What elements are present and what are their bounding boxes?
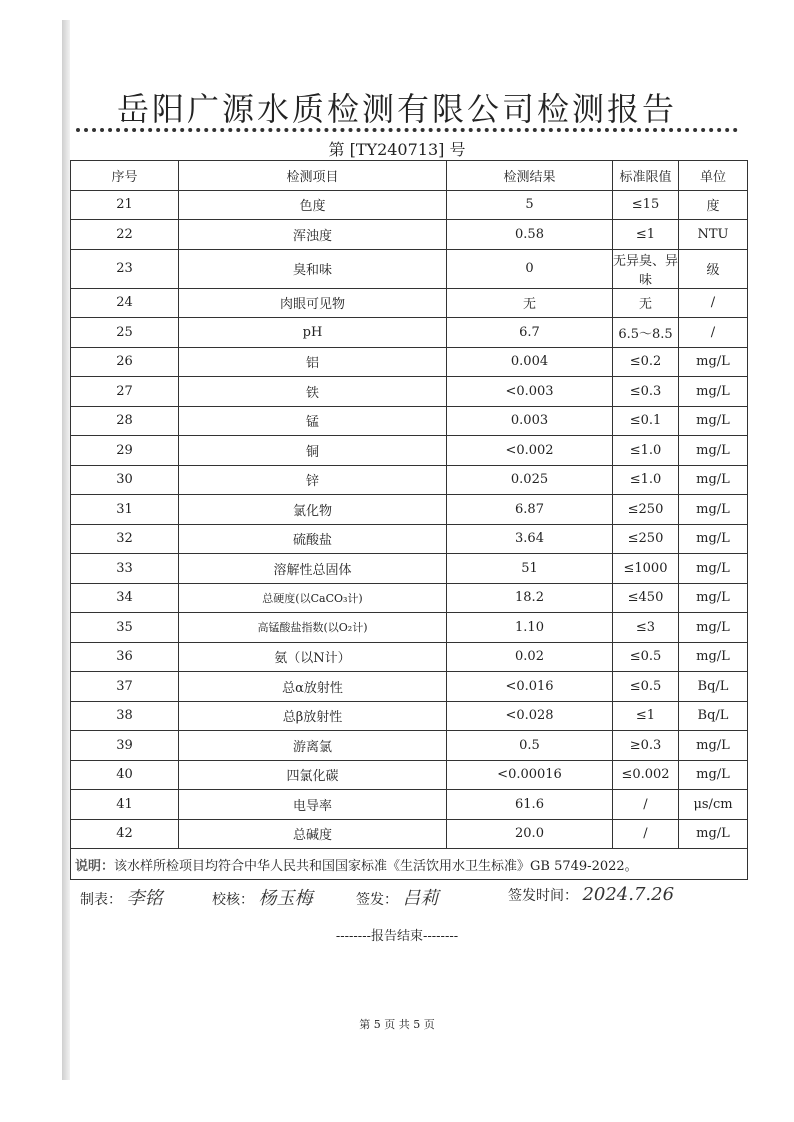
prepared-label: 制表： xyxy=(80,892,122,908)
table-row xyxy=(71,436,748,466)
cell-result: 无 xyxy=(447,288,613,318)
cell-no: 27 xyxy=(71,377,179,407)
scan-edge xyxy=(62,20,70,1080)
cell-limit: 6.5～8.5 xyxy=(613,318,679,348)
cell-no: 29 xyxy=(71,436,179,466)
cell-unit: mg/L xyxy=(679,436,748,466)
table-row xyxy=(71,465,748,495)
cell-result: 6.87 xyxy=(447,495,613,525)
checked-by xyxy=(212,884,312,910)
table-row xyxy=(71,819,748,849)
cell-no: 38 xyxy=(71,701,179,731)
note-cell xyxy=(71,849,748,880)
cell-no: 36 xyxy=(71,642,179,672)
cell-item: 四氯化碳 xyxy=(179,760,447,790)
cell-result: <0.00016 xyxy=(447,760,613,790)
cell-no: 39 xyxy=(71,731,179,761)
report-number: 第 [TY240713] 号 xyxy=(328,140,466,159)
note-text: 该水样所检项目均符合中华人民共和国国家标准《生活饮用水卫生标准》GB 5749-2022。 xyxy=(114,858,638,874)
cell-result: 0.004 xyxy=(447,347,613,377)
cell-item: 总硬度(以CaCO₃计) xyxy=(179,583,447,613)
cell-result: 0 xyxy=(447,249,613,288)
cell-no: 31 xyxy=(71,495,179,525)
cell-limit: ≤250 xyxy=(613,524,679,554)
cell-no: 33 xyxy=(71,554,179,584)
table-row xyxy=(71,701,748,731)
cell-limit: ≤3 xyxy=(613,613,679,643)
table-row xyxy=(71,760,748,790)
cell-limit: ≤450 xyxy=(613,583,679,613)
header-limit: 标准限值 xyxy=(613,161,679,191)
cell-unit: mg/L xyxy=(679,583,748,613)
cell-no: 35 xyxy=(71,613,179,643)
cell-limit: ≤15 xyxy=(613,190,679,220)
cell-item: 铜 xyxy=(179,436,447,466)
cell-item: 色度 xyxy=(179,190,447,220)
cell-limit: ≤0.1 xyxy=(613,406,679,436)
note-row xyxy=(71,849,748,880)
cell-limit: ≤0.5 xyxy=(613,642,679,672)
cell-no: 26 xyxy=(71,347,179,377)
checked-label: 校核： xyxy=(212,892,254,908)
cell-no: 28 xyxy=(71,406,179,436)
cell-result: <0.003 xyxy=(447,377,613,407)
report-end: --------报告结束-------- xyxy=(335,929,459,944)
cell-item: 氨（以N计） xyxy=(179,642,447,672)
prepared-by xyxy=(80,884,162,910)
header-item: 检测项目 xyxy=(179,161,447,191)
issue-time xyxy=(508,884,674,905)
cell-limit: ≥0.3 xyxy=(613,731,679,761)
issue-time-label: 签发时间： xyxy=(508,888,578,904)
cell-result: 0.02 xyxy=(447,642,613,672)
table-row xyxy=(71,220,748,250)
cell-result: <0.016 xyxy=(447,672,613,702)
cell-no: 25 xyxy=(71,318,179,348)
cell-no: 34 xyxy=(71,583,179,613)
cell-limit: ≤1000 xyxy=(613,554,679,584)
cell-limit: 无异臭、异味 xyxy=(613,249,679,288)
header-unit: 单位 xyxy=(679,161,748,191)
cell-no: 32 xyxy=(71,524,179,554)
cell-result: 18.2 xyxy=(447,583,613,613)
table-row xyxy=(71,790,748,820)
cell-result: 0.003 xyxy=(447,406,613,436)
cell-unit: / xyxy=(679,318,748,348)
cell-result: 3.64 xyxy=(447,524,613,554)
cell-result: 0.025 xyxy=(447,465,613,495)
prepared-signature: 李铭 xyxy=(126,888,163,909)
cell-item: 臭和味 xyxy=(179,249,447,288)
cell-limit: ≤0.5 xyxy=(613,672,679,702)
cell-result: 6.7 xyxy=(447,318,613,348)
cell-limit: ≤250 xyxy=(613,495,679,525)
cell-unit: mg/L xyxy=(679,465,748,495)
cell-unit: mg/L xyxy=(679,554,748,584)
cell-unit: μs/cm xyxy=(679,790,748,820)
table-row xyxy=(71,495,748,525)
cell-result: 51 xyxy=(447,554,613,584)
cell-item: 锌 xyxy=(179,465,447,495)
cell-limit: ≤1 xyxy=(613,701,679,731)
issued-signature: 吕莉 xyxy=(402,888,439,909)
table-row xyxy=(71,642,748,672)
cell-item: 硫酸盐 xyxy=(179,524,447,554)
cell-unit: mg/L xyxy=(679,731,748,761)
header-result: 检测结果 xyxy=(447,161,613,191)
cell-item: 游离氯 xyxy=(179,731,447,761)
table-row xyxy=(71,524,748,554)
cell-unit: Bq/L xyxy=(679,701,748,731)
cell-item: 总碱度 xyxy=(179,819,447,849)
results-table xyxy=(70,160,748,880)
page-number: 第 5 页 共 5 页 xyxy=(359,1018,435,1031)
cell-result: 1.10 xyxy=(447,613,613,643)
cell-item: 总β放射性 xyxy=(179,701,447,731)
issued-label: 签发： xyxy=(356,892,398,908)
cell-item: 高锰酸盐指数(以O₂计) xyxy=(179,613,447,643)
cell-result: 61.6 xyxy=(447,790,613,820)
issue-time-value: 2024.7.26 xyxy=(582,884,675,905)
cell-limit: ≤1.0 xyxy=(613,436,679,466)
cell-limit: 无 xyxy=(613,288,679,318)
table-row xyxy=(71,318,748,348)
table-row xyxy=(71,288,748,318)
cell-unit: mg/L xyxy=(679,760,748,790)
note-label: 说明： xyxy=(75,858,115,874)
table-row xyxy=(71,377,748,407)
cell-unit: NTU xyxy=(679,220,748,250)
cell-unit: Bq/L xyxy=(679,672,748,702)
cell-no: 42 xyxy=(71,819,179,849)
cell-item: 肉眼可见物 xyxy=(179,288,447,318)
cell-item: pH xyxy=(179,318,447,348)
table-row xyxy=(71,249,748,288)
cell-result: 0.58 xyxy=(447,220,613,250)
cell-unit: mg/L xyxy=(679,524,748,554)
table-row xyxy=(71,406,748,436)
cell-limit: / xyxy=(613,819,679,849)
cell-result: 20.0 xyxy=(447,819,613,849)
cell-limit: / xyxy=(613,790,679,820)
cell-item: 浑浊度 xyxy=(179,220,447,250)
cell-limit: ≤1.0 xyxy=(613,465,679,495)
cell-unit: mg/L xyxy=(679,377,748,407)
cell-result: 5 xyxy=(447,190,613,220)
cell-no: 22 xyxy=(71,220,179,250)
cell-item: 总α放射性 xyxy=(179,672,447,702)
table-row xyxy=(71,731,748,761)
report-title: 岳阳广源水质检测有限公司检测报告 xyxy=(116,90,677,128)
cell-item: 电导率 xyxy=(179,790,447,820)
checked-signature: 杨玉梅 xyxy=(258,888,313,909)
cell-result: <0.002 xyxy=(447,436,613,466)
cell-limit: ≤0.3 xyxy=(613,377,679,407)
cell-no: 21 xyxy=(71,190,179,220)
cell-unit: mg/L xyxy=(679,642,748,672)
table-row xyxy=(71,613,748,643)
cell-unit: mg/L xyxy=(679,819,748,849)
cell-unit: 级 xyxy=(679,249,748,288)
cell-unit: mg/L xyxy=(679,495,748,525)
table-row xyxy=(71,347,748,377)
cell-unit: mg/L xyxy=(679,406,748,436)
cell-item: 溶解性总固体 xyxy=(179,554,447,584)
header-no: 序号 xyxy=(71,161,179,191)
cell-no: 37 xyxy=(71,672,179,702)
cell-no: 41 xyxy=(71,790,179,820)
table-header-row xyxy=(71,161,748,191)
cell-item: 氯化物 xyxy=(179,495,447,525)
cell-item: 锰 xyxy=(179,406,447,436)
cell-no: 30 xyxy=(71,465,179,495)
cell-item: 铝 xyxy=(179,347,447,377)
cell-result: <0.028 xyxy=(447,701,613,731)
cell-unit: mg/L xyxy=(679,347,748,377)
cell-unit: 度 xyxy=(679,190,748,220)
cell-no: 24 xyxy=(71,288,179,318)
cell-limit: ≤1 xyxy=(613,220,679,250)
cell-no: 23 xyxy=(71,249,179,288)
cell-no: 40 xyxy=(71,760,179,790)
cell-result: 0.5 xyxy=(447,731,613,761)
cell-unit: / xyxy=(679,288,748,318)
issued-by xyxy=(356,884,438,910)
table-row xyxy=(71,583,748,613)
table-row xyxy=(71,554,748,584)
cell-limit: ≤0.002 xyxy=(613,760,679,790)
table-row xyxy=(71,190,748,220)
cell-item: 铁 xyxy=(179,377,447,407)
dotted-divider xyxy=(76,128,738,132)
cell-unit: mg/L xyxy=(679,613,748,643)
cell-limit: ≤0.2 xyxy=(613,347,679,377)
table-row xyxy=(71,672,748,702)
